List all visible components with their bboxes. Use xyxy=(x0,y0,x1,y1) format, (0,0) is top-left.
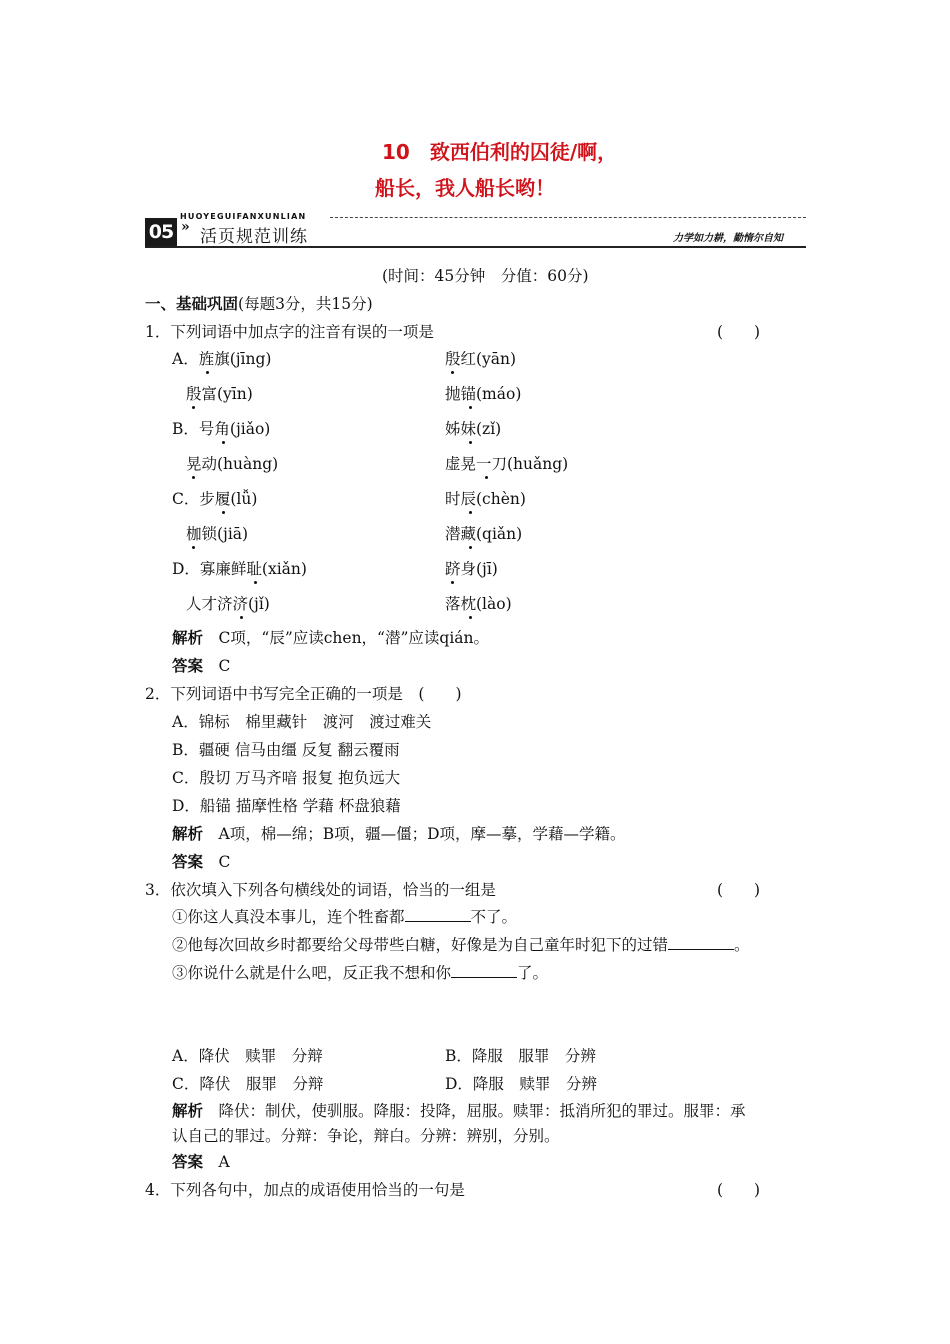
q4-stem: 4．下列各句中，加点的成语使用恰当的一句是 xyxy=(145,1181,465,1199)
page-title-line-1: 10 致西伯利的囚徒/啊， xyxy=(382,140,618,164)
q1-analysis xyxy=(172,628,489,648)
q1-option-c-right: 时辰(chèn) xyxy=(445,490,526,508)
q4-answer-paren: ( ) xyxy=(717,1181,761,1199)
emphasis-dot xyxy=(451,581,454,584)
banner-dashed-rule xyxy=(330,217,806,218)
banner-bottom-rule xyxy=(145,246,806,248)
q3-answer-value: A xyxy=(218,1153,230,1171)
analysis-label: 解析 xyxy=(172,825,204,843)
emphasis-dot xyxy=(222,441,225,444)
q1-answer-paren: ( ) xyxy=(717,323,761,341)
q1-option-c-left: C．步履(lǚ) xyxy=(172,490,258,508)
q1-option-a-right: 殷红(yān) xyxy=(445,350,517,368)
q3-option-a: A．降伏 赎罪 分辩 xyxy=(172,1047,323,1065)
emphasis-dot xyxy=(469,511,472,514)
q3-analysis-text-2: 认自己的罪过。分辩：争论，辩白。分辨：辨别，分别。 xyxy=(172,1127,560,1145)
emphasis-dot xyxy=(469,616,472,619)
emphasis-dot xyxy=(206,371,209,374)
emphasis-dot xyxy=(451,371,454,374)
q2-answer-value: C xyxy=(218,853,231,871)
emphasis-dot xyxy=(222,511,225,514)
q3-sentence-3 xyxy=(172,963,548,983)
q1-option-b-left-2: 晃动(huàng) xyxy=(186,455,279,473)
q1-option-c-right-2: 潜藏(qiǎn) xyxy=(445,525,523,543)
q1-option-d-left: D．寡廉鲜耻(xiǎn) xyxy=(172,560,307,578)
q1-option-b-right: 姊妹(zǐ) xyxy=(445,420,502,438)
answer-label: 答案 xyxy=(172,657,204,675)
double-chevron-icon: » xyxy=(181,219,190,235)
banner-motto: 力学如力耕，勤惰尔自知 xyxy=(673,233,783,244)
banner-pinyin: HUOYEGUIFANXUNLIAN xyxy=(180,212,307,221)
q3-option-c: C．降伏 服罪 分辩 xyxy=(172,1075,324,1093)
q2-option-d: D．船锚 描摩性格 学藉 杯盘狼藉 xyxy=(172,797,401,815)
analysis-label: 解析 xyxy=(172,1102,204,1120)
q3-s1-post: 不了。 xyxy=(470,908,518,926)
q1-option-a-right-2: 抛锚(máo) xyxy=(445,385,522,403)
q3-sentence-1 xyxy=(172,907,517,927)
q2-answer xyxy=(172,852,230,872)
q1-option-d-right-2: 落枕(lào) xyxy=(445,595,512,613)
section-heading-label: 一、基础巩固 xyxy=(145,295,239,313)
blank-line xyxy=(451,963,517,978)
q3-s3-post: 了。 xyxy=(517,964,549,982)
q2-option-a: A．锦标 棉里藏针 渡河 渡过难关 xyxy=(172,713,432,731)
q2-analysis xyxy=(172,824,626,844)
emphasis-dot xyxy=(469,406,472,409)
q1-option-b-left: B．号角(jiǎo) xyxy=(172,420,271,438)
q2-option-b: B．疆硬 信马由缰 反复 翻云覆雨 xyxy=(172,741,400,759)
q3-analysis xyxy=(172,1101,746,1121)
emphasis-dot xyxy=(254,581,257,584)
q1-option-c-left-2: 枷锁(jiā) xyxy=(186,525,249,543)
q3-s1-pre: ①你这人真没本事儿，连个牲畜都 xyxy=(172,908,405,926)
answer-label: 答案 xyxy=(172,853,204,871)
time-score-line: (时间：45分钟 分值：60分) xyxy=(382,267,589,285)
q3-stem: 3．依次填入下列各句横线处的词语，恰当的一组是 xyxy=(145,881,496,899)
q3-option-b: B．降服 服罪 分辨 xyxy=(445,1047,596,1065)
banner-number-badge: 05 xyxy=(145,218,177,246)
q3-answer xyxy=(172,1152,230,1172)
emphasis-dot xyxy=(192,546,195,549)
q1-option-b-right-2: 虚晃一刀(huǎng) xyxy=(445,455,569,473)
q3-analysis-text-1: 降伏：制伏，使驯服。降服：投降，屈服。赎罪：抵消所犯的罪过。服罪：承 xyxy=(218,1102,746,1120)
page-title-line-2: 船长，我人船长哟！ xyxy=(375,176,555,200)
q3-s2-post: 。 xyxy=(734,936,750,954)
q2-stem: 2．下列词语中书写完全正确的一项是 xyxy=(145,685,403,703)
analysis-label: 解析 xyxy=(172,629,204,647)
emphasis-dot xyxy=(469,441,472,444)
q2-analysis-text: A项，棉—绵；B项，疆—僵；D项，摩—摹，学藉—学籍。 xyxy=(218,825,626,843)
q3-s3-pre: ③你说什么就是什么吧，反正我不想和你 xyxy=(172,964,452,982)
banner-name: 活页规范训练 xyxy=(200,227,308,247)
section-heading-note: (每题3分，共15分) xyxy=(238,295,373,313)
q1-option-a-left: A．旌旗(jīng) xyxy=(172,350,272,368)
blank-line xyxy=(405,907,471,922)
q3-option-d: D．降服 赎罪 分辨 xyxy=(445,1075,597,1093)
q2-option-c: C．殷切 万马齐喑 报复 抱负远大 xyxy=(172,769,401,787)
q1-option-a-left-2: 殷富(yīn) xyxy=(186,385,253,403)
q2-answer-paren: ( ) xyxy=(418,685,462,703)
q2-stem-line xyxy=(145,684,462,704)
q3-s2-pre: ②他每次回故乡时都要给父母带些白糖，好像是为自己童年时犯下的过错 xyxy=(172,936,669,954)
emphasis-dot xyxy=(469,546,472,549)
blank-line xyxy=(668,935,734,950)
emphasis-dot xyxy=(240,616,243,619)
q1-option-d-right: 跻身(jī) xyxy=(445,560,498,578)
emphasis-dot xyxy=(192,406,195,409)
q1-answer-value: C xyxy=(218,657,231,675)
answer-label: 答案 xyxy=(172,1153,204,1171)
q3-sentence-2 xyxy=(172,935,750,955)
q1-analysis-text: C项，“辰”应读chen，“潜”应读qián。 xyxy=(218,629,490,647)
q1-option-d-left-2: 人才济济(jǐ) xyxy=(186,595,270,613)
emphasis-dot xyxy=(192,476,195,479)
q1-stem: 1．下列词语中加点字的注音有误的一项是 xyxy=(145,323,434,341)
section-heading xyxy=(145,294,373,314)
emphasis-dot xyxy=(485,476,488,479)
q3-answer-paren: ( ) xyxy=(717,881,761,899)
q1-answer xyxy=(172,656,230,676)
